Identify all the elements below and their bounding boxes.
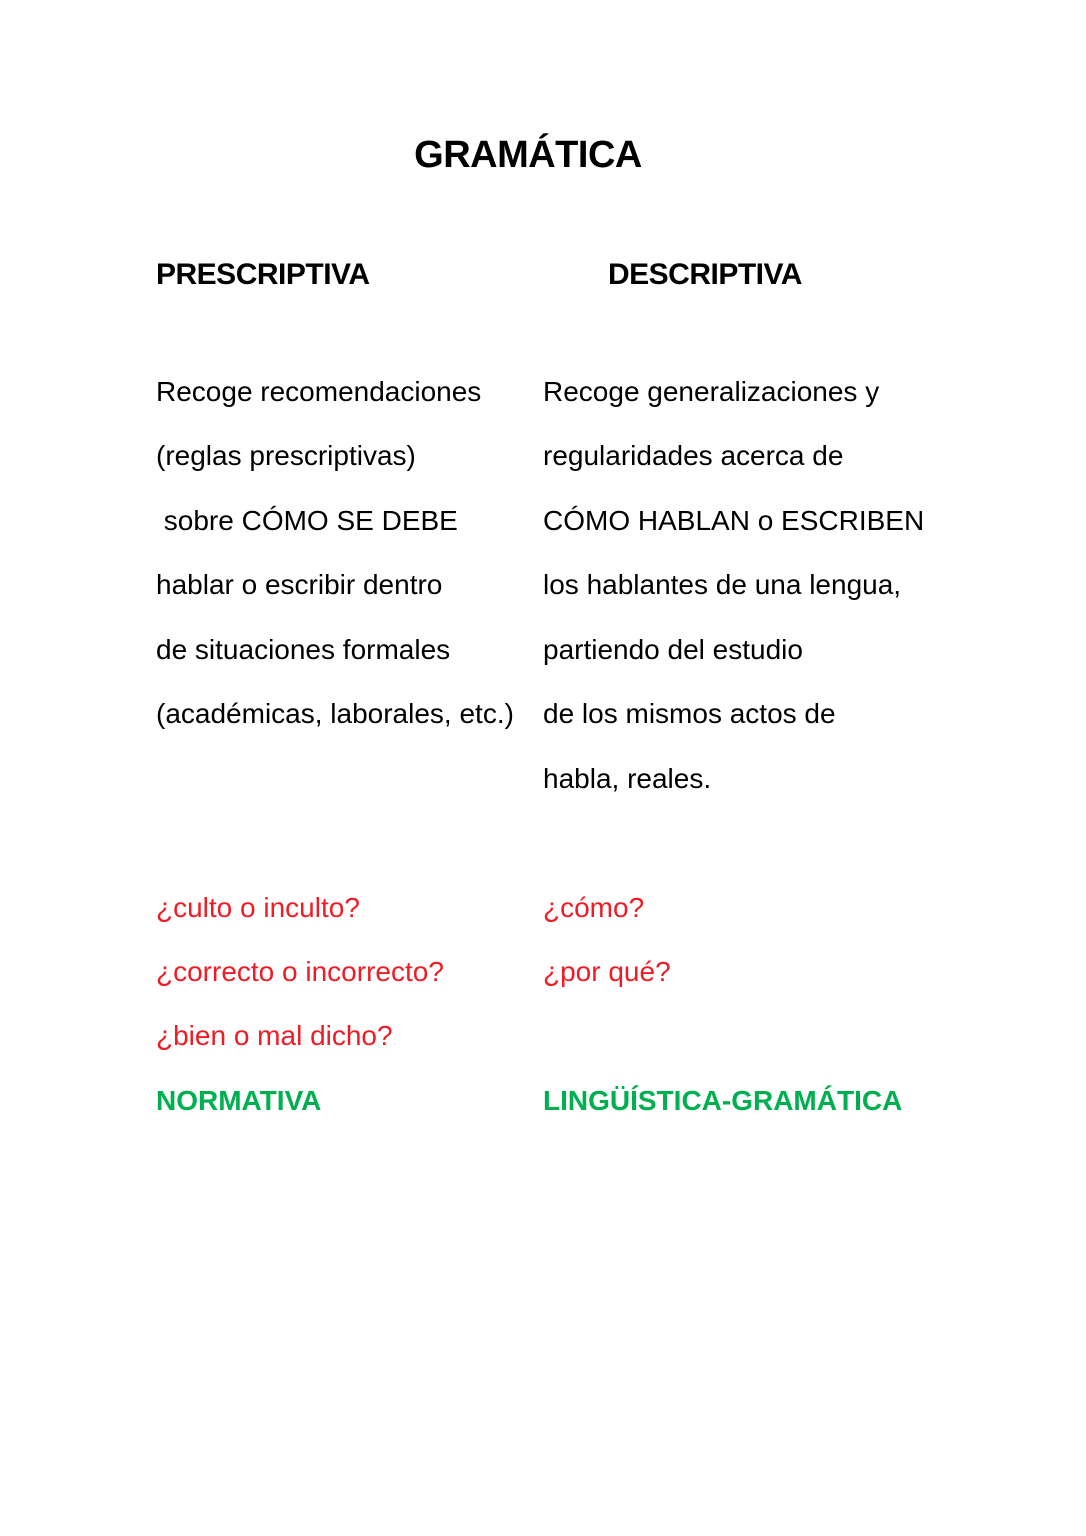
descriptiva-question: ¿por qué?	[543, 956, 671, 987]
descriptiva-line: habla, reales.	[543, 763, 712, 794]
descriptiva-line: Recoge generalizaciones y	[543, 376, 880, 407]
prescriptiva-line: Recoge recomendaciones	[156, 376, 482, 407]
descriptiva-question: ¿cómo?	[543, 892, 645, 923]
descriptiva-line: partiendo del estudio	[543, 634, 803, 665]
prescriptiva-line: (reglas prescriptivas)	[156, 440, 416, 471]
prescriptiva-question: ¿culto o inculto?	[156, 892, 360, 923]
descriptiva-line: los hablantes de una lengua,	[543, 569, 902, 600]
page-title: GRAMÁTICA	[414, 134, 642, 176]
label-normativa: NORMATIVA	[156, 1085, 322, 1116]
prescriptiva-line: de situaciones formales	[156, 634, 451, 665]
prescriptiva-line: hablar o escribir dentro	[156, 569, 443, 600]
heading-prescriptiva: PRESCRIPTIVA	[156, 258, 370, 291]
label-linguistica-gramatica: LINGÜÍSTICA-GRAMÁTICA	[543, 1085, 903, 1116]
heading-descriptiva: DESCRIPTIVA	[608, 258, 802, 291]
descriptiva-line: regularidades acerca de	[543, 440, 844, 471]
descriptiva-line: de los mismos actos de	[543, 698, 836, 729]
prescriptiva-line: sobre CÓMO SE DEBE	[156, 505, 458, 536]
prescriptiva-line: (académicas, laborales, etc.)	[156, 698, 514, 729]
prescriptiva-question: ¿bien o mal dicho?	[156, 1020, 393, 1051]
descriptiva-line: CÓMO HABLAN o ESCRIBEN	[543, 505, 925, 536]
prescriptiva-question: ¿correcto o incorrecto?	[156, 956, 444, 987]
